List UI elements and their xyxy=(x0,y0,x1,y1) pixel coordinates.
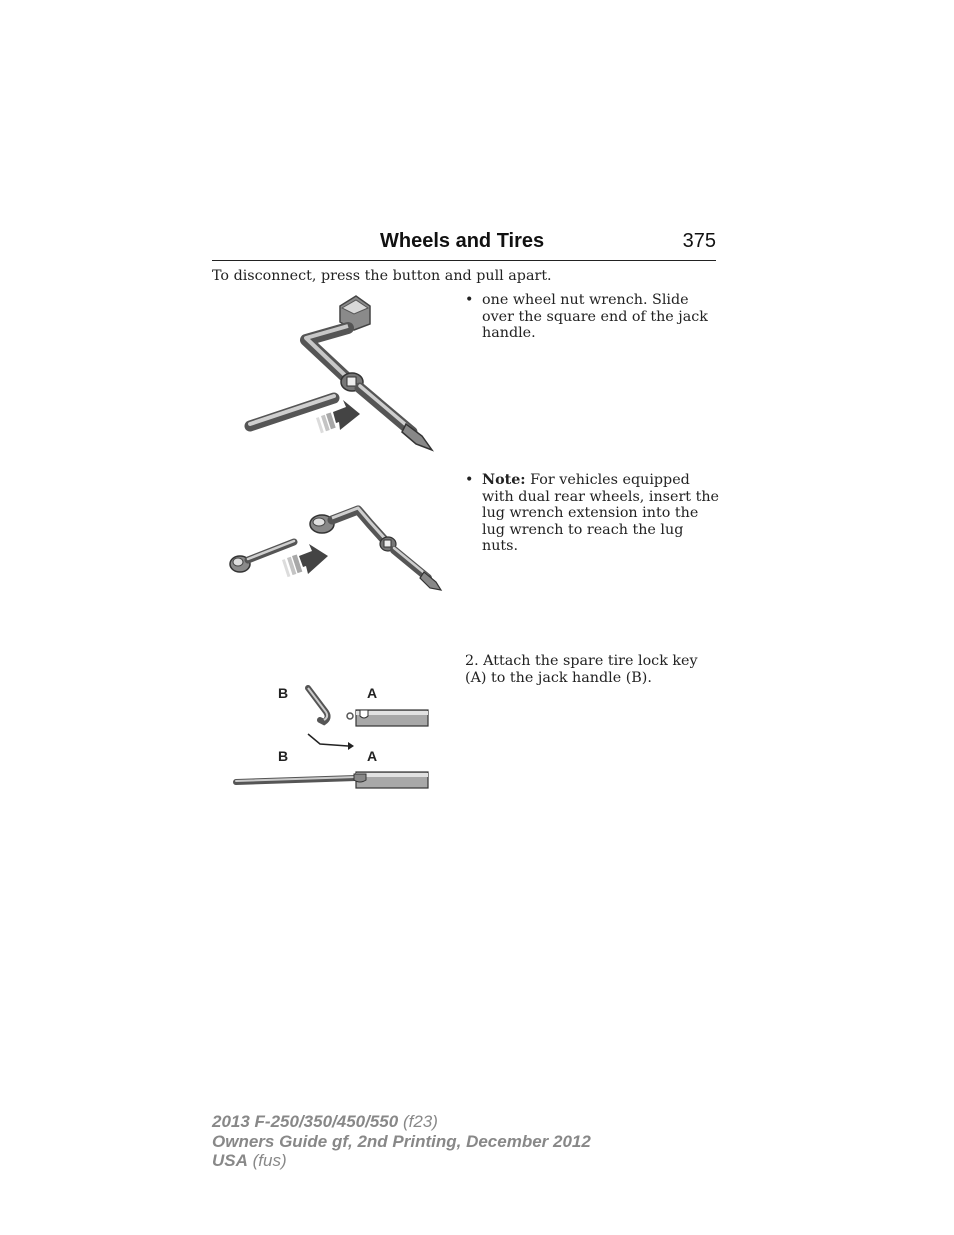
bullet-marker: • xyxy=(465,472,474,488)
model-code: (f23) xyxy=(398,1112,438,1131)
wrench-on-handle-illustration xyxy=(236,290,451,460)
bullet-marker: • xyxy=(465,292,474,308)
label-a-top: A xyxy=(367,685,378,701)
bullet-text: one wheel nut wrench. Slide over the square end of the jack handle. xyxy=(482,292,708,342)
bullet-item xyxy=(465,292,720,342)
market-code: (fus) xyxy=(247,1151,287,1170)
label-b-top: B xyxy=(278,685,289,701)
step-2-text: 2. Attach the spare tire lock key (A) to the jack handle (B). xyxy=(465,653,698,686)
market: USA xyxy=(212,1151,248,1170)
label-a-bottom: A xyxy=(367,748,378,764)
footer-line-3 xyxy=(212,1151,591,1171)
lock-key-attach-illustration xyxy=(226,682,436,794)
model-years: 2013 F-250/350/450/550 xyxy=(212,1112,399,1131)
page-header xyxy=(212,230,716,261)
note-text: For vehicles equipped with dual rear wheels, insert the lug wrench extension into the lug wrench to reach the lug nuts. xyxy=(482,472,719,555)
wrench-extension-illustration xyxy=(224,498,449,598)
footer-line-1 xyxy=(212,1112,591,1132)
section-title: Wheels and Tires xyxy=(380,230,545,252)
label-b-bottom: B xyxy=(278,748,289,764)
bullet-text xyxy=(482,472,720,555)
note-label: Note: xyxy=(482,472,526,488)
bullet-item-note xyxy=(465,472,720,555)
footer-line-2 xyxy=(212,1132,591,1152)
printing-info: Owners Guide gf, 2nd Printing, December 2012 xyxy=(212,1131,591,1151)
intro-text: To disconnect, press the button and pull apart. xyxy=(212,268,552,284)
page-footer xyxy=(212,1112,591,1171)
page-number: 375 xyxy=(682,230,716,252)
